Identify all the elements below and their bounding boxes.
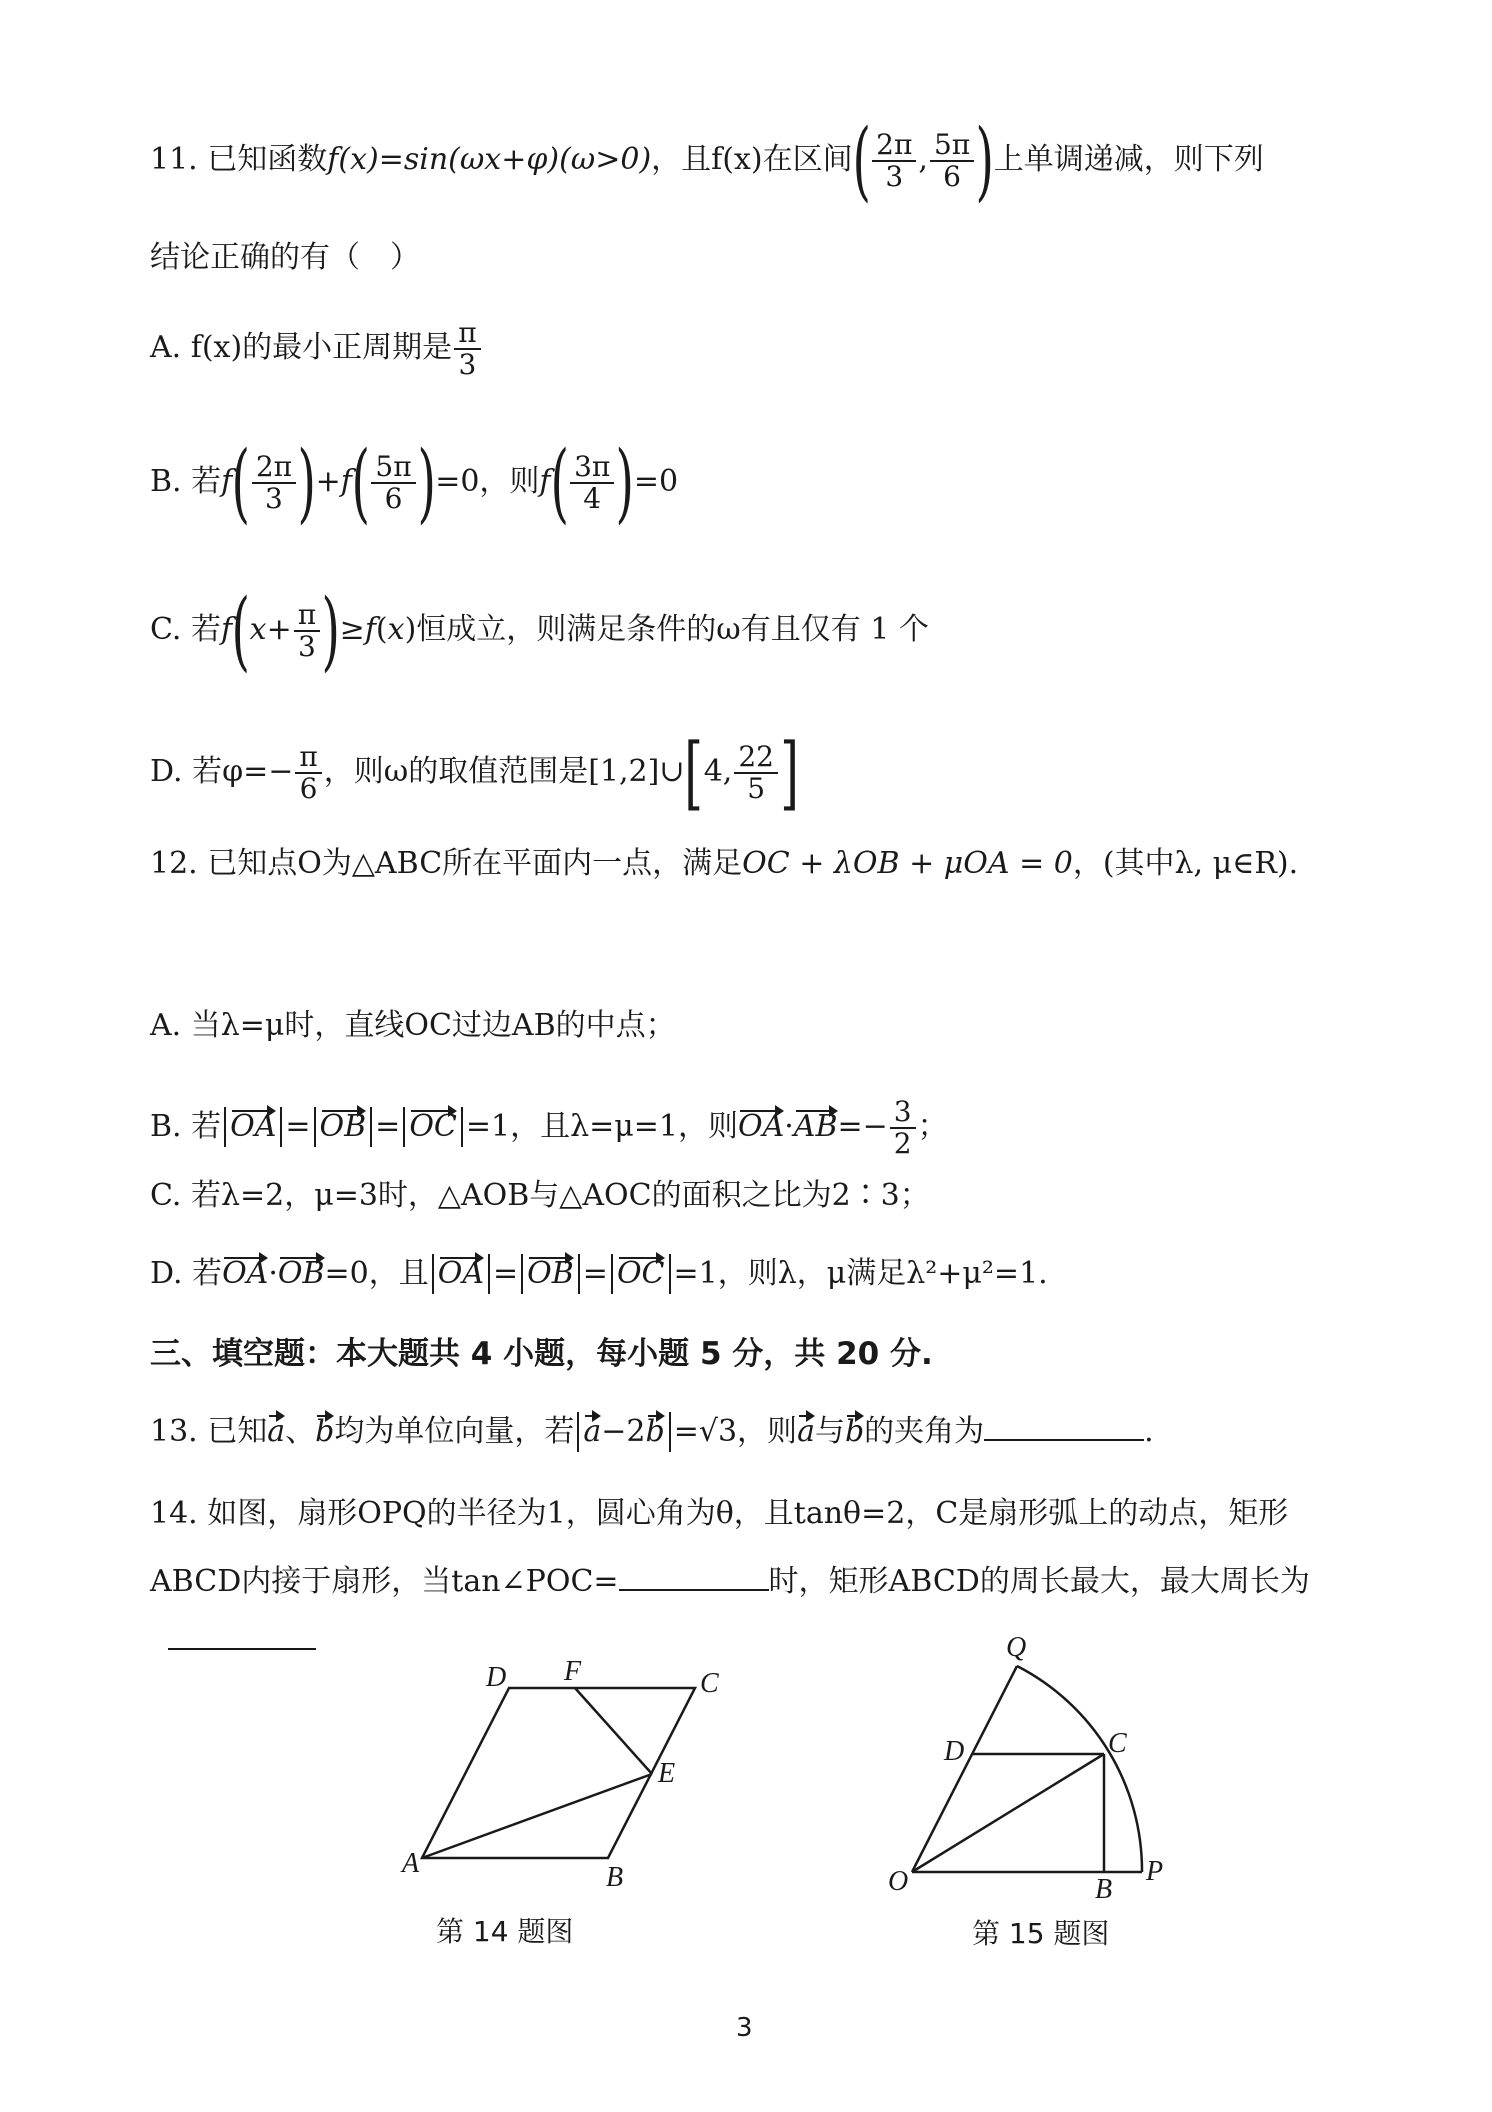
q11-line2: 结论正确的有（ ）: [150, 240, 420, 275]
q12-stem: 12. 已知点O为△ABC所在平面内一点，满足OC + λOB + μOA = 0，(其中λ, μ∈R).: [150, 846, 1299, 881]
q14-line1: 14. 如图，扇形OPQ的半径为1，圆心角为θ，且tanθ=2，C是扇形弧上的动点，矩形: [150, 1496, 1289, 1531]
label-e: E: [658, 1758, 676, 1789]
label-q: Q: [1006, 1632, 1027, 1663]
label-p: P: [1146, 1856, 1164, 1887]
label-d: D: [944, 1736, 965, 1767]
q12-option-d: D. 若OA·OB=0，且 OA = OB = OC =1，则λ，μ满足λ²+μ²=1.: [150, 1254, 1402, 1294]
label-a: A: [402, 1848, 420, 1879]
q12-vector-equation: OC + λOB + μOA = 0: [742, 846, 1073, 881]
q14-answer-blank-2[interactable]: [168, 1648, 316, 1650]
q13: 13. 已知a、b均为单位向量，若 a−2b =√3，则a与b的夹角为 .: [150, 1412, 1402, 1452]
parallelogram-abcd: [422, 1688, 695, 1858]
label-f: F: [564, 1656, 582, 1687]
q11-interval-b: $\frac{5\pi}{6}$: [930, 130, 974, 192]
label-b: B: [606, 1862, 624, 1893]
q11-interval-a: $\frac{2\pi}{3}$: [872, 130, 916, 192]
figure-14-parallelogram: [380, 1650, 780, 1893]
figure-15-sector: [880, 1630, 1164, 1905]
q12-option-a: A. 当λ=μ时，直线OC过边AB的中点；: [150, 1008, 676, 1043]
q12-option-b: B. 若 OA = OB = OC =1，且λ=μ=1，则OA·AB=− $\frac{3}{2}$ ；: [150, 1095, 948, 1160]
q11-option-d: D. 若φ=− $\frac{\pi}{6}$ ，则ω的取值范围是[1,2]∪[4, $\frac{22}{5}$ ]: [150, 726, 799, 819]
q11-line1: 11. 已知函数f(x)=sin(ωx+φ)(ω>0)，且f(x)在区间( $\frac{2\pi}{3}$ , $\frac{5\pi}{6}$ )上单调递减，则下列: [150, 111, 1264, 211]
q11-stem-mid: ，且f(x)在区间: [651, 142, 853, 177]
paren-left: (: [852, 111, 871, 211]
section-heading-fill-blank: 三、填空题：本大题共 4 小题，每小题 5 分，共 20 分.: [150, 1336, 933, 1372]
q14-line2: ABCD内接于扇形，当tan∠POC= 时，矩形ABCD的周长最大，最大周长为: [150, 1564, 1310, 1599]
q11-a-frac: $\frac{\pi}{3}$: [454, 318, 480, 380]
paren-right: ): [975, 111, 995, 211]
label-b: B: [1095, 1874, 1113, 1905]
q11-number: 11.: [150, 142, 198, 177]
label-o: O: [888, 1866, 909, 1897]
label-d: D: [486, 1662, 507, 1693]
q14-answer-blank-1[interactable]: [619, 1589, 769, 1591]
page-number: 3: [736, 2013, 753, 2043]
q11-function: f(x)=sin(ωx+φ)(ω>0): [327, 142, 652, 177]
q11-stem-post: 上单调递减，则下列: [993, 142, 1264, 177]
label-c: C: [1108, 1728, 1127, 1759]
q12-option-c: C. 若λ=2，μ=3时，△AOB与△AOC的面积之比为2∶3；: [150, 1178, 930, 1213]
q13-answer-blank[interactable]: [984, 1439, 1144, 1441]
segment-fe: [575, 1688, 652, 1774]
label-c: C: [700, 1668, 719, 1699]
figure-14-caption: 第 14 题图: [436, 1915, 574, 1948]
q11-option-a: A. f(x)的最小正周期是 $\frac{\pi}{3}$: [150, 318, 1402, 380]
q11-option-c: C. 若f(x+ $\frac{\pi}{3}$ )≥f(x)恒成立，则满足条件的ω有且仅有 1 个: [150, 581, 929, 681]
figure-15-caption: 第 15 题图: [972, 1917, 1110, 1950]
q11-stem-pre: 已知函数: [207, 142, 328, 177]
segment-ae: [422, 1774, 652, 1858]
q11-option-b: B. 若f( $\frac{2\pi}{3}$ )+f( $\frac{5\pi}{6}$ )=0，则f( $\frac{3\pi}{4}$ )=0: [150, 433, 679, 533]
